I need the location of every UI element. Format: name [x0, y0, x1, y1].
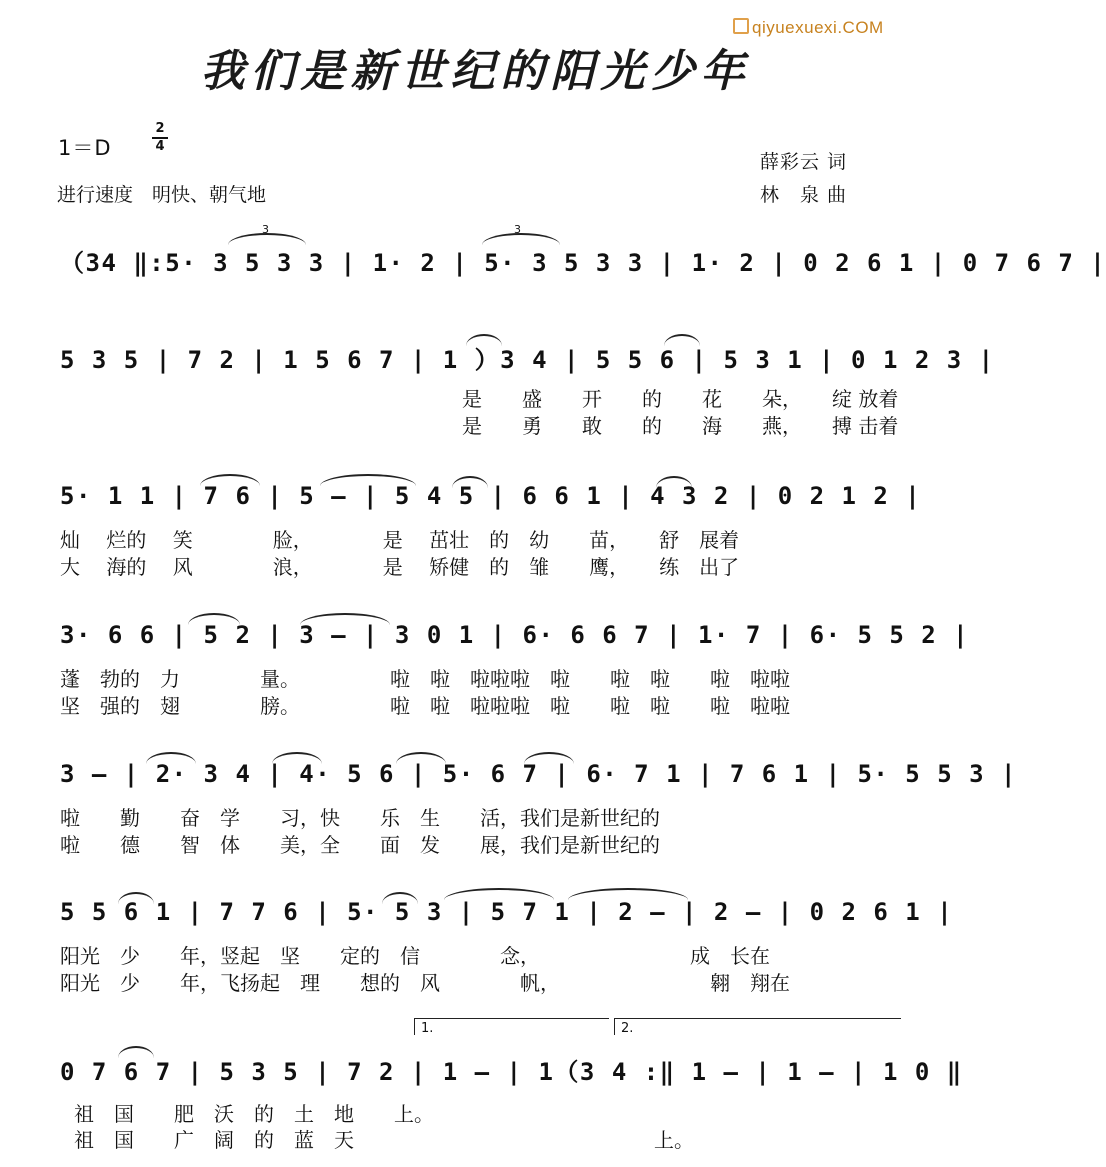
slur: [118, 892, 154, 904]
watermark-text: qiyuexuexi.COM: [752, 18, 884, 37]
notation-row: 3 — | 2· 3 4 | 4· 5 6 | 5· 6 7 | 6· 7 1 | 7 6 1 | 5· 5 5 3 |: [60, 760, 1017, 788]
slur: [524, 752, 574, 764]
tie: [568, 888, 688, 900]
lyrics-verse-1: 蓬 勃的 力 量。 啦 啦 啦啦啦 啦 啦 啦 啦 啦啦: [60, 667, 790, 691]
logo-icon: [733, 18, 749, 34]
slur: [146, 752, 196, 764]
slur: [656, 476, 692, 488]
notation-row: 0 7 6 7 | 5 3 5 | 7 2 | 1 — | 1（3 4 :‖ 1 — | 1 — | 1 0 ‖: [60, 1058, 963, 1086]
slur: [452, 476, 488, 488]
triplet-mark: 3: [262, 223, 269, 236]
lyrics-verse-2: 坚 强的 翅 膀。 啦 啦 啦啦啦 啦 啦 啦 啦 啦啦: [60, 694, 790, 718]
slur: [272, 752, 322, 764]
notation-row: 5 3 5 | 7 2 | 1 5 6 7 | 1 ）3 4 | 5 5 6 | 5 3 1 | 0 1 2 3 |: [60, 346, 995, 374]
slur: [200, 474, 260, 486]
lyrics-verse-2: 是 勇 敢 的 海 燕， 搏 击着: [462, 414, 899, 438]
lyrics-verse-1: 啦 勤 奋 学 习，快 乐 生 活，我们是新世纪的: [60, 806, 660, 830]
time-signature: [152, 122, 168, 154]
tempo-marking: 进行速度 明快、朝气地: [57, 184, 267, 206]
time-sig-bottom: 4: [155, 139, 165, 154]
song-title: 我们是新世纪的阳光少年: [200, 46, 751, 97]
triplet-slur: [482, 233, 560, 245]
notation-row: 5 5 6 1 | 7 7 6 | 5· 5 3 | 5 7 1 | 2 — | 2 — | 0 2 6 1 |: [60, 898, 954, 926]
tie: [320, 474, 416, 486]
slur: [382, 892, 418, 904]
slur: [444, 888, 554, 900]
triplet-mark: 3: [514, 223, 521, 236]
lyrics-verse-1: 阳光 少 年，竖起 坚 定的 信 念， 成 长在: [60, 944, 770, 968]
time-sig-top: 2: [155, 121, 165, 136]
lyrics-verse-1: 是 盛 开 的 花 朵， 绽 放着: [462, 387, 899, 411]
slur: [466, 334, 502, 346]
notation-row: （34 ‖:5· 3 5 3 3 | 1· 2 | 5· 3 5 3 3 | 1· 2 | 0 2 6 1 | 0 7 6 7 |: [60, 249, 1106, 277]
slur: [664, 334, 700, 346]
slur: [188, 613, 240, 625]
slur: [118, 1046, 154, 1058]
lyrics-verse-2: 祖 国 广 阔 的 蓝 天 上。: [74, 1128, 694, 1152]
volta-second-ending: 2.: [614, 1018, 901, 1035]
lyrics-verse-1: 灿 烂的 笑 脸， 是 茁壮 的 幼 苗， 舒 展着: [60, 528, 740, 552]
lyricist-credit: 薛彩云 词: [760, 151, 848, 173]
notation-row: 3· 6 6 | 5 2 | 3 — | 3 0 1 | 6· 6 6 7 | 1· 7 | 6· 5 5 2 |: [60, 621, 970, 649]
lyrics-verse-1: 祖 国 肥 沃 的 土 地 上。: [74, 1102, 434, 1126]
volta-first-ending: 1.: [414, 1018, 609, 1035]
slur: [396, 752, 446, 764]
lyrics-verse-2: 啦 德 智 体 美，全 面 发 展，我们是新世纪的: [60, 833, 660, 857]
notation-row: 5· 1 1 | 7 6 | 5 — | 5 4 5 | 6 6 1 | 4 3 2 | 0 2 1 2 |: [60, 482, 922, 510]
tie: [300, 613, 390, 625]
lyrics-verse-2: 阳光 少 年，飞扬起 理 想的 风 帆， 翱 翔在: [60, 971, 790, 995]
lyrics-verse-2: 大 海的 风 浪， 是 矫健 的 雏 鹰， 练 出了: [60, 555, 740, 579]
composer-credit: 林 泉 曲: [760, 184, 848, 206]
key-signature: 1＝D: [58, 136, 112, 160]
